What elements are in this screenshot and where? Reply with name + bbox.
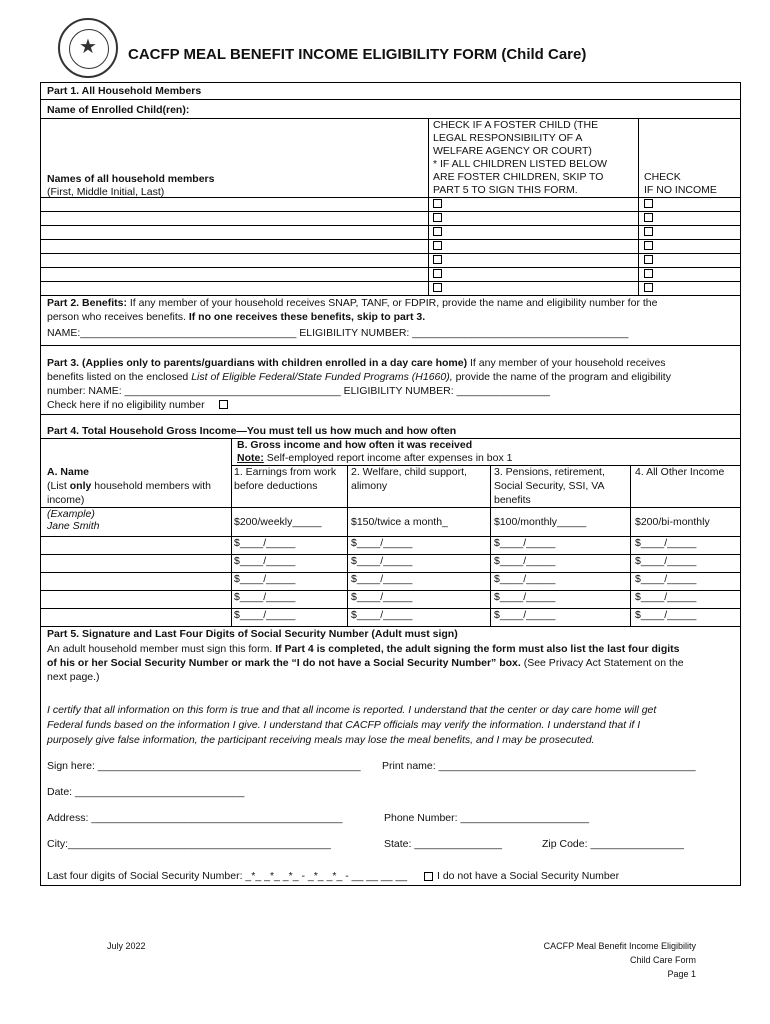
- enrolled-children-label: Name of Enrolled Child(ren):: [47, 104, 190, 116]
- col4-header: 4. All Other Income: [635, 466, 725, 478]
- phone-field[interactable]: Phone Number: ______________________: [384, 812, 589, 824]
- state-field[interactable]: State: _______________: [384, 838, 502, 850]
- no-income-checkbox[interactable]: [644, 255, 653, 264]
- city-field[interactable]: City:_____________________________________________: [47, 838, 331, 850]
- ssn-row: Last four digits of Social Security Number: _*_ _*_ _*_ - _*_ _*_ - __ __ __ __: [47, 870, 408, 882]
- foster-checkbox[interactable]: [433, 199, 442, 208]
- part4-b-header: B. Gross income and how often it was received: [237, 439, 473, 451]
- example-label: (Example): [47, 508, 95, 520]
- no-income-checkbox[interactable]: [644, 199, 653, 208]
- no-ssn-label: I do not have a Social Security Number: [437, 870, 620, 882]
- certification-line1: I certify that all information on this form is true and that all income is reported. I understand that the center or day care home will get: [47, 704, 657, 716]
- foster-checkbox[interactable]: [433, 227, 442, 236]
- no-income-checkbox[interactable]: [644, 227, 653, 236]
- part3-no-number-label: Check here if no eligibility number: [47, 399, 205, 411]
- footer-form-type: Child Care Form: [629, 955, 696, 965]
- foster-checkbox[interactable]: [433, 283, 442, 292]
- part4-note: Note: Self-employed report income after expenses in box 1: [237, 452, 513, 464]
- footer-page-number: Page 1: [667, 969, 696, 979]
- col-a-sub2: income): [47, 494, 85, 506]
- address-field[interactable]: Address: ___________________________________________: [47, 812, 343, 824]
- foster-checkbox[interactable]: [433, 269, 442, 278]
- no-income-checkbox[interactable]: [644, 241, 653, 250]
- foster-checkbox[interactable]: [433, 241, 442, 250]
- certification-line2: Federal funds based on the information I give. I understand that CACFP officials may verify the information. I understand that if I: [47, 719, 641, 731]
- no-ssn-checkbox[interactable]: [424, 872, 433, 881]
- part5-line2: of his or her Social Security Number or mark the “I do not have a Social Security Number” box. (See Privacy Act Statement on the: [47, 657, 684, 669]
- no-eligibility-number-checkbox[interactable]: [219, 400, 228, 409]
- part3-name-field[interactable]: number: NAME: _____________________________________ ELIGIBILITY NUMBER: ________________: [47, 385, 551, 397]
- seal-star-icon: ★: [79, 34, 97, 58]
- form-frame: Part 1. All Household Members Name of Enrolled Child(ren): Names of all household members (First, Middle Initial, Last) CHECK IF A FOSTER CHILD (THE LEGAL RESPONSIBILITY OF A WELFARE AGENCY OR COURT) * IF ALL CHILDREN LISTED BELOW ARE FOSTER CHILDREN, SKIP TO PART 5 TO SIGN THIS FORM. CHECK IF NO INCOME Part 2. Benefits: If any member of your household receives SNAP, TANF, or FDPIR, provide the name and eligibility number for the person who receives benefits. If no one receives these benefits, skip to part 3. NAME:_____________________________________ ELIGIBILITY NUMBER: _____________________________________ Part 3. (Applies only to parents/guardians with children enrolled in a day care home) If any member of your household receives benefits listed on the enclosed List of Eligible Federal/State Funded Programs (H1660), provide the name of the program and eligibility number: NAME: _____________________________________ ELIGIBILITY NUMBER: ________________ Check here if no eligibility number Part 4. Total Household Gross Income—You must tell us how much and how often B. Gross income and how often it was received Note: Self-employed report income after expenses in box 1 A. Name (List only household members with income) 1. Earnings from work before deductions 2. Welfare, child support, alimony 3. Pensions, retirement, Social Security, SSI, VA benefits 4. All Other Income (Example) Jane Smith $200/weekly_____ $150/twice a month_ $100/monthly_____ $200/bi-monthly $____/_____ $____/_____ $____/_____ $____/_____ $____/_____ $____/_____ $____/_____ $____/_____ $____/_____ $____/_____ $____/_____ $____/_____ $____/_____ $____/_____ $____/_____ $____/_____ $____/_____ $____/_____ $____/_____ $____/_____ Part 5. Signature and Last Four Digits of Social Security Number (Adult must sign) An adult household member must sign this form. If Part 4 is completed, the adult signing the form must also list the last four digits of his or her Social Security Number or mark the “I do not have a Social Security Number” box. (See Privacy Act Statement on the next page.) I certify that all information on this form is true and that all income is reported. I understand that the center or day care home will get Federal funds based on the information I give. I understand that CACFP officials may verify the information. I understand that if I purposely give false information, the participant receiving meals may lose the meal benefits, and I may be prosecuted. Sign here: _____________________________________________ Print name: ____________________________________________ Date: _____________________________ Address: ___________________________________________ Phone Number: ______________________ City:_____________________________________________ State: _______________ Zip Code: ________________ Last four digits of Social Security Number: _*_ _*_ _*_ - _*_ _*_ - __ __ __ __ I do not have a Social Security Number: [40, 82, 741, 886]
- part2-name-field[interactable]: NAME:_____________________________________ ELIGIBILITY NUMBER: _____________________________________: [47, 327, 629, 339]
- state-seal: [58, 18, 118, 78]
- foster-checkbox[interactable]: [433, 213, 442, 222]
- no-income-checkbox[interactable]: [644, 269, 653, 278]
- part1-header: Part 1. All Household Members: [47, 85, 202, 97]
- part5-line1: An adult household member must sign this form. If Part 4 is completed, the adult signing the form must also list the last four digits: [47, 643, 680, 655]
- date-field[interactable]: Date: _____________________________: [47, 786, 245, 798]
- foster-checkbox[interactable]: [433, 255, 442, 264]
- zip-field[interactable]: Zip Code: ________________: [542, 838, 684, 850]
- footer-form-name: CACFP Meal Benefit Income Eligibility: [543, 941, 696, 951]
- col-a-label: A. Name: [47, 466, 90, 478]
- certification-line3: purposely give false information, the participant receiving meals may lose the meal benefits, and I may be prosecuted.: [47, 734, 595, 746]
- household-members-sublabel: (First, Middle Initial, Last): [47, 186, 165, 198]
- part5-header: Part 5. Signature and Last Four Digits of Social Security Number (Adult must sign): [47, 628, 458, 640]
- part3-line2: benefits listed on the enclosed List of Eligible Federal/State Funded Programs (H1660), provide the name of the program and eligibility: [47, 371, 671, 383]
- part4-header: Part 4. Total Household Gross Income—You must tell us how much and how often: [47, 425, 457, 437]
- example-name: Jane Smith: [47, 520, 100, 532]
- ssn-field[interactable]: _*_ _*_ _*_ - _*_ _*_ - __ __ __ __: [245, 870, 408, 882]
- sign-field[interactable]: Sign here: _____________________________________________: [47, 760, 361, 772]
- no-income-checkbox[interactable]: [644, 213, 653, 222]
- household-members-label: Names of all household members: [47, 173, 215, 185]
- part2-line2: person who receives benefits. If no one receives these benefits, skip to part 3.: [47, 311, 426, 323]
- part5-line3: next page.): [47, 671, 100, 683]
- print-name-field[interactable]: Print name: ____________________________________________: [382, 760, 696, 772]
- form-title: CACFP MEAL BENEFIT INCOME ELIGIBILITY FORM (Child Care): [128, 46, 587, 63]
- part2-line1: Part 2. Benefits: If any member of your household receives SNAP, TANF, or FDPIR, provide the name and eligibility number for the: [47, 297, 658, 309]
- part3-line1: Part 3. (Applies only to parents/guardians with children enrolled in a day care home) If any member of your household receives: [47, 357, 666, 369]
- footer-date: July 2022: [107, 941, 146, 951]
- col-a-sub1: (List only household members with: [47, 480, 212, 492]
- no-income-checkbox[interactable]: [644, 283, 653, 292]
